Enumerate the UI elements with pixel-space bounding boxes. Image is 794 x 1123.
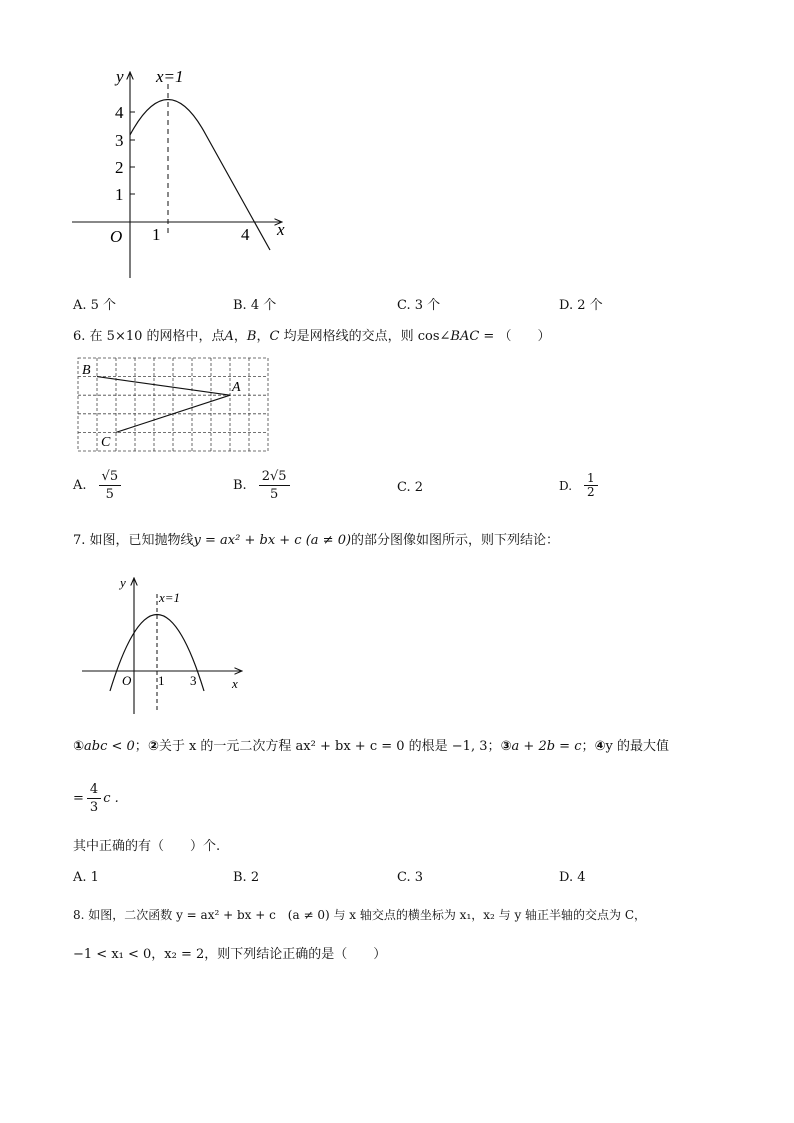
q8-stem-line-2: −1 < x₁ < 0，x₂ = 2，则下列结论正确的是（ ） (73, 947, 387, 962)
origin-label: O (110, 227, 123, 246)
x-axis-label: x (277, 220, 285, 239)
x-tick-label-1: 1 (152, 225, 161, 244)
q6-stem: 6. 在 5×10 的网格中，点A，B，C 均是网格线的交点，则 cos∠BAC = （ ） (73, 329, 551, 344)
q7-option-c[interactable]: C. 3 (397, 870, 424, 885)
q7-option-d[interactable]: D. 4 (559, 870, 586, 885)
q6-option-d[interactable]: D. $\frac{1}{2}$ (559, 472, 598, 499)
x-tick-label-4: 4 (241, 225, 250, 244)
x-axis-label: x (232, 676, 238, 691)
y-axis-label: y (120, 575, 126, 590)
point-a-label: A (232, 380, 241, 395)
x-tick-label-3: 3 (190, 673, 197, 688)
fraction: $\frac{√5}{5}$ (99, 468, 122, 503)
q6-option-c[interactable]: C. 2 (397, 480, 424, 495)
y-tick-label-3: 3 (115, 131, 124, 150)
q7-max-value-expression: = $\frac{4}{3}$ c . (73, 782, 119, 815)
y-tick-label-4: 4 (115, 103, 124, 122)
q6-option-a[interactable]: A. $\frac{√5}{5}$ (73, 468, 121, 503)
q6-option-b[interactable]: B. $\frac{2√5}{5}$ (233, 468, 290, 503)
x-tick-label-1: 1 (158, 673, 165, 688)
origin-label: O (122, 673, 132, 688)
q6-grid-figure (74, 355, 274, 455)
q7-stem: 7. 如图，已知抛物线y = ax² + bx + c (a ≠ 0)的部分图像如图所示，则下列结论： (73, 533, 560, 548)
q7-option-a[interactable]: A. 1 (73, 870, 99, 885)
q7-question: 其中正确的有（ ）个. (73, 839, 221, 854)
q5-option-a[interactable]: A. 5 个 (73, 298, 117, 313)
q7-conclusions: ①abc < 0；②关于 x 的一元二次方程 ax² + bx + c = 0 的根是 −1, 3；③a + 2b = c；④y 的最大值 (73, 739, 669, 754)
q5-parabola-figure (60, 62, 300, 284)
point-c-label: C (101, 435, 111, 450)
symmetry-label: x=1 (156, 67, 184, 86)
q5-option-c[interactable]: C. 3 个 (397, 298, 441, 313)
q5-option-b[interactable]: B. 4 个 (233, 298, 277, 313)
fraction: $\frac{2√5}{5}$ (259, 468, 290, 503)
y-tick-label-1: 1 (115, 185, 124, 204)
fraction: $\frac{4}{3}$ (87, 781, 101, 816)
y-axis-label: y (116, 67, 124, 86)
fraction: $\frac{1}{2}$ (584, 472, 598, 499)
q8-stem-line-1: 8. 如图，二次函数 y = ax² + bx + c (a ≠ 0) 与 x 轴交点的横坐标为 x₁，x₂ 与 y 轴正半轴的交点为 C， (73, 908, 647, 922)
segment-ab (97, 377, 230, 396)
q7-option-b[interactable]: B. 2 (233, 870, 260, 885)
symmetry-label: x=1 (159, 590, 181, 605)
y-tick-label-2: 2 (115, 158, 124, 177)
q7-parabola-figure (76, 572, 256, 720)
point-b-label: B (82, 363, 91, 378)
q5-option-d[interactable]: D. 2 个 (559, 298, 603, 313)
